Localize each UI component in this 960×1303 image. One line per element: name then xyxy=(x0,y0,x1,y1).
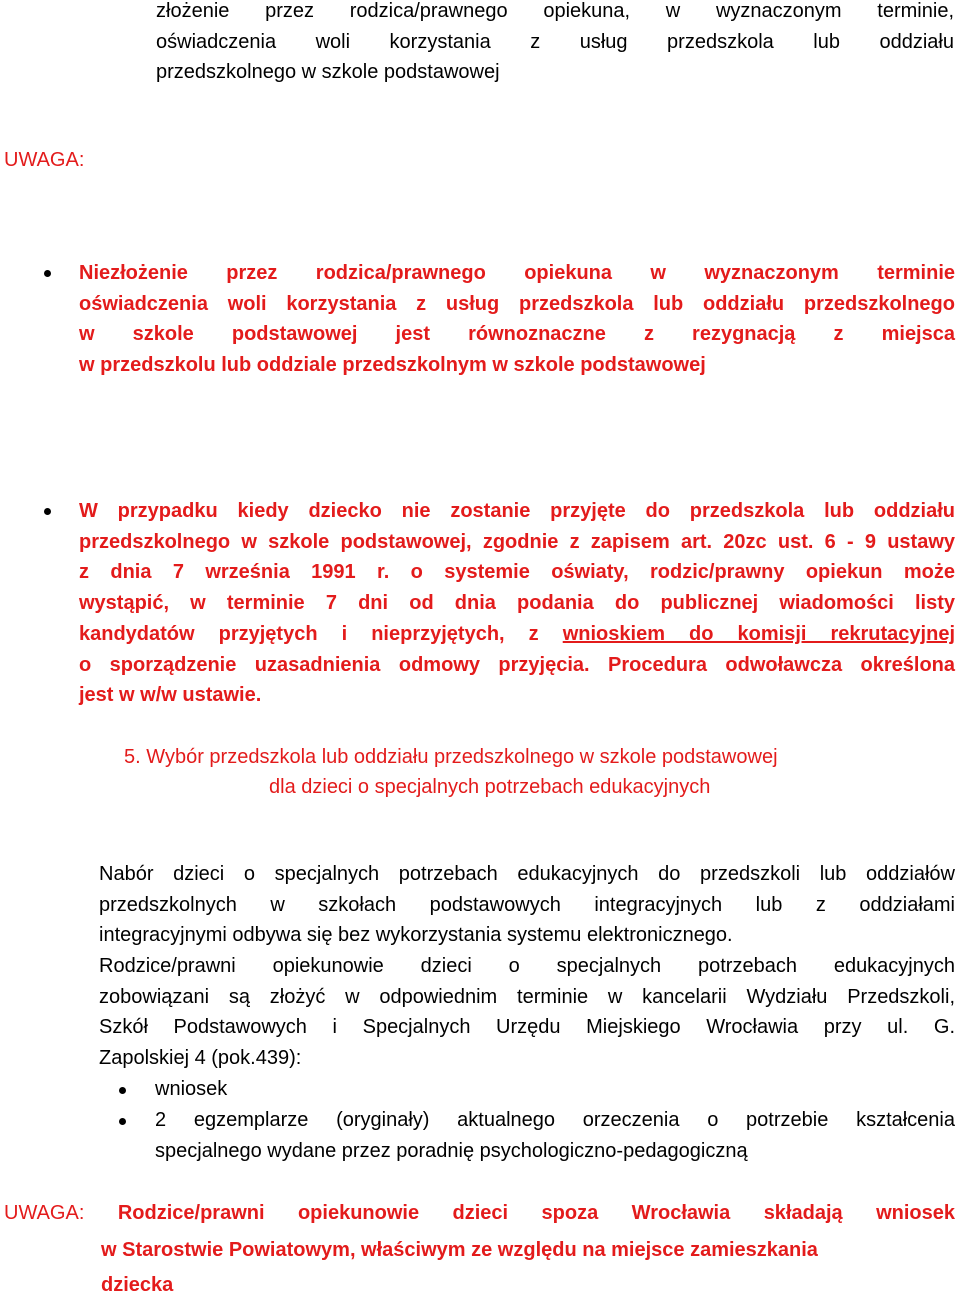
list-bullet-2 xyxy=(119,1118,126,1125)
section-5-title-line-1 xyxy=(124,742,924,773)
bullet2-line-7: jest w w/w ustawie. xyxy=(79,684,262,707)
bullet2-line-6: o sporządzenie uzasadnienia odmowy przyjęcia. Procedura odwoławcza określona xyxy=(79,653,955,676)
para2-line-3: Szkół Podstawowych i Specjalnych Urzędu Miejskiego Wrocławia przy ul. G. xyxy=(99,1016,955,1039)
bullet2-line-3: z dnia 7 września 1991 r. o systemie oświaty, rodzic/prawny opiekun może xyxy=(79,561,955,584)
intro-paragraph xyxy=(156,0,954,88)
warning2-label: UWAGA: xyxy=(4,1202,85,1224)
section-5-title-1: Wybór przedszkola lub oddziału przedszkolnego w szkole podstawowej xyxy=(146,746,778,768)
bullet1-line-1: Niezłożenie przez rodzica/prawnego opiekuna w wyznaczonym terminie xyxy=(79,262,955,284)
list-item-2-line-2: specjalnego wydane przez poradnię psychologiczno-pedagogiczną xyxy=(155,1139,748,1162)
bullet-appeal xyxy=(79,496,955,711)
bullet1-line-3: w szkole podstawowej jest równoznaczne z rezygnacją z miejsca xyxy=(79,323,955,346)
list-item-2-line-1: 2 egzemplarze (oryginały) aktualnego orzeczenia o potrzebie kształcenia xyxy=(155,1109,955,1131)
bullet2-line-4: wystąpić, w terminie 7 dni od dnia podania do publicznej wiadomości listy xyxy=(79,592,955,615)
list-item-certificate xyxy=(155,1105,955,1166)
bullet1-line-4: w przedszkolu lub oddziale przedszkolnym w szkole podstawowej xyxy=(79,354,706,377)
intro-line-3: przedszkolnego w szkole podstawowej xyxy=(156,61,500,84)
bullet1-line-2: oświadczenia woli korzystania z usług przedszkola lub oddziału przedszkolnego xyxy=(79,292,955,315)
warning-outside-city xyxy=(4,1198,955,1229)
bullet-dot-1 xyxy=(44,270,51,277)
bullet-dot-2 xyxy=(44,508,51,515)
para1-line-3: integracyjnymi odbywa się bez wykorzystania systemu elektronicznego. xyxy=(99,924,733,947)
para2-line-2: zobowiązani są złożyć w odpowiednim terminie w kancelarii Wydziału Przedszkoli, xyxy=(99,985,955,1008)
enrollment-paragraph xyxy=(99,859,955,951)
bullet2-line-2: przedszkolnego w szkole podstawowej, zgodnie z zapisem art. 20zc ust. 6 - 9 ustawy xyxy=(79,530,955,553)
warning2-line-3: dziecka xyxy=(101,1274,174,1296)
list-bullet-1 xyxy=(119,1087,126,1094)
warning-heading: UWAGA: xyxy=(4,149,85,171)
section-5-number: 5. xyxy=(124,746,141,768)
bullet2-line-5 xyxy=(79,619,955,650)
intro-line-1: złożenie przez rodzica/prawnego opiekuna, w wyznaczonym terminie, xyxy=(156,0,954,22)
section-5-subtitle: dla dzieci o specjalnych potrzebach edukacyjnych xyxy=(269,776,711,798)
section-5-heading xyxy=(124,742,924,773)
warning-outside-city-cont xyxy=(101,1233,818,1303)
intro-line-2: oświadczenia woli korzystania z usług przedszkola lub oddziału xyxy=(156,30,954,53)
submission-paragraph xyxy=(99,951,955,1074)
para2-line-1: Rodzice/prawni opiekunowie dzieci o specjalnych potrzebach edukacyjnych xyxy=(99,955,955,977)
commission-link[interactable]: wnioskiem do komisji rekrutacyjnej xyxy=(562,622,955,645)
warning2-line-1 xyxy=(4,1198,955,1229)
bullet2-line-5-prefix: kandydatów przyjętych i nieprzyjętych, z xyxy=(79,622,539,645)
bullet-consequence xyxy=(79,258,955,381)
list-item-application: wniosek xyxy=(155,1078,228,1100)
para1-line-1: Nabór dzieci o specjalnych potrzebach edukacyjnych do przedszkoli lub oddziałów xyxy=(99,863,955,885)
para2-line-4: Zapolskiej 4 (pok.439): xyxy=(99,1047,302,1070)
para1-line-2: przedszkolnych w szkołach podstawowych integracyjnych lub z oddziałami xyxy=(99,893,955,916)
warning2-text-1: Rodzice/prawni opiekunowie dzieci spoza Wrocławia składają wniosek xyxy=(117,1202,955,1224)
bullet2-line-1: W przypadku kiedy dziecko nie zostanie przyjęte do przedszkola lub oddziału xyxy=(79,500,955,522)
warning2-line-2: w Starostwie Powiatowym, właściwym ze względu na miejsce zamieszkania xyxy=(101,1239,818,1261)
